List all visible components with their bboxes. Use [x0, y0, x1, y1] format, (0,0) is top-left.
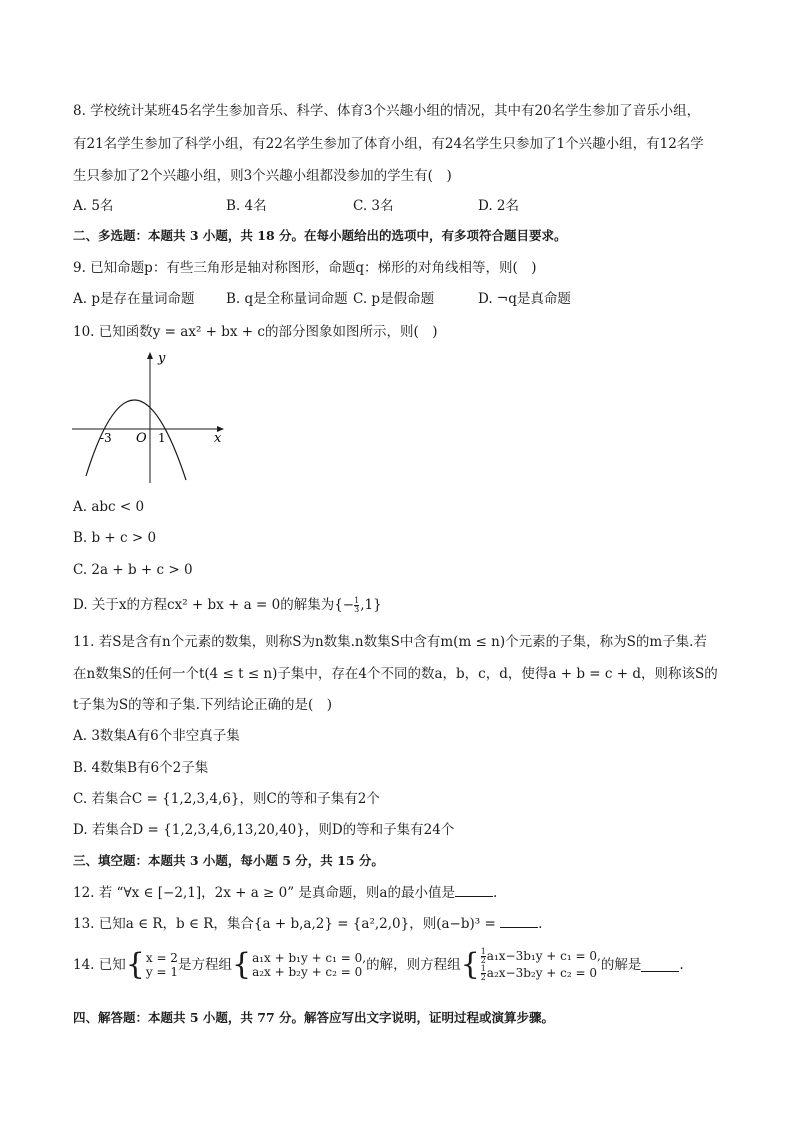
- q11-line-2: 在n数集S的任何一个t(4 ≤ t ≤ n)子集中，存在4个不同的数a，b，c，d，使得a + b = c + d，则称该S的: [73, 666, 718, 682]
- q11-option-d[interactable]: D. 若集合D = {1,2,3,4,6,13,20,40}，则D的等和子集有24个: [73, 822, 455, 838]
- q14-eq4-row: [481, 965, 601, 982]
- q14-system-1: [231, 947, 367, 982]
- q11-line-3: t子集为S的等和子集.下列结论正确的是( ): [73, 697, 332, 713]
- root-neg3-label: -3: [100, 431, 112, 445]
- q10-option-a[interactable]: A. abc < 0: [73, 499, 145, 515]
- section-3-heading: 三、填空题：本题共 3 小题，每小题 5 分，共 15 分。: [73, 853, 384, 868]
- q14-post: 的解是: [600, 957, 642, 973]
- fraction-denominator: 2: [480, 956, 486, 965]
- q14-mid1: 是方程组: [177, 957, 232, 973]
- section-2-heading: 二、多选题：本题共 3 小题，共 18 分。在每小题给出的选项中，有多项符合题目要求。: [73, 228, 567, 243]
- q8-option-c[interactable]: C. 3名: [353, 198, 394, 214]
- y-axis-arrow: [147, 352, 153, 359]
- q14-sol-x: x = 2: [145, 951, 178, 965]
- q10-option-d-post: ,1}: [360, 597, 382, 613]
- q14-eq3: a₁x−3b₁y + c₁ = 0,: [486, 949, 601, 963]
- q14: [73, 948, 684, 982]
- q12-answer-blank[interactable]: [455, 884, 493, 897]
- fraction-denominator: 2: [480, 973, 486, 982]
- q14-end: .: [679, 957, 684, 973]
- q8-line-1: 8. 学校统计某班45名学生参加音乐、科学、体育3个兴趣小组的情况，其中有20名学生参加了音乐小组，: [73, 103, 701, 119]
- q14-eq2: a₂x + b₂y + c₂ = 0: [252, 965, 363, 979]
- section-4-heading: 四、解答题：本题共 5 小题，共 77 分。解答应写出文字说明，证明过程或演算步骤。: [73, 1010, 555, 1025]
- fraction-numerator: 1: [480, 964, 486, 973]
- fraction-denominator: 3: [354, 605, 360, 614]
- fraction-numerator: 1: [480, 947, 486, 956]
- x-axis-label: x: [214, 431, 222, 446]
- q13-text: 13. 已知a ∈ R，b ∈ R，集合{a + b,a,2} = {a²,2,0}，则(a−b)³ =: [73, 916, 501, 932]
- q10-option-b[interactable]: B. b + c > 0: [73, 530, 157, 546]
- q14-fraction-1: [481, 948, 486, 965]
- q9-option-d[interactable]: D. ¬q是真命题: [478, 291, 571, 307]
- q10-option-c[interactable]: C. 2a + b + c > 0: [73, 562, 193, 578]
- q8-options: [73, 196, 733, 216]
- q11-option-a[interactable]: A. 3数集A有6个非空真子集: [73, 728, 240, 744]
- q9-stem: 9. 已知命题p：有些三角形是轴对称图形，命题q：梯形的对角线相等，则( ): [73, 260, 537, 276]
- q9-option-b[interactable]: B. q是全称量词命题: [226, 291, 348, 307]
- brace: {: [460, 947, 480, 982]
- q11-option-c[interactable]: C. 若集合C = {1,2,3,4,6}，则C的等和子集有2个: [73, 791, 380, 807]
- q10-option-d-fraction: [354, 597, 359, 614]
- q10-option-d[interactable]: [73, 595, 382, 615]
- q9-option-a[interactable]: A. p是存在量词命题: [73, 291, 195, 307]
- q8-option-d[interactable]: D. 2名: [478, 198, 520, 214]
- q14-eq4: a₂x−3b₂y + c₂ = 0: [486, 966, 598, 980]
- q8-option-a[interactable]: A. 5名: [73, 198, 114, 214]
- q8-line-2: 有21名学生参加了科学小组，有22名学生参加了体育小组，有24名学生只参加了1个兴趣小组，有12名学: [73, 136, 704, 152]
- q13: [73, 914, 542, 934]
- q14-solution-system: [125, 947, 178, 982]
- q8-line-3: 生只参加了2个兴趣小组，则3个兴趣小组都没参加的学生有( ): [73, 168, 452, 184]
- q9-options: [73, 289, 733, 309]
- fraction-numerator: 1: [354, 596, 360, 605]
- q14-eq1: a₁x + b₁y + c₁ = 0,: [252, 951, 367, 965]
- brace: {: [125, 947, 145, 982]
- q12-end: .: [492, 885, 498, 901]
- q12: [73, 883, 497, 903]
- brace: {: [231, 947, 252, 982]
- q14-eq3-row: [481, 948, 601, 965]
- q11-option-b[interactable]: B. 4数集B有6个2子集: [73, 760, 209, 776]
- parabola-graph: [70, 348, 240, 486]
- q13-answer-blank[interactable]: [500, 915, 538, 928]
- root-one-label: 1: [158, 431, 166, 445]
- y-axis-label: y: [158, 351, 166, 366]
- q11-line-1: 11. 若S是含有n个元素的数集，则称S为n数集.n数集S中含有m(m ≤ n)个元素的子集，称为S的m子集.若: [73, 634, 707, 650]
- origin-label: O: [136, 431, 147, 446]
- q14-mid2: 的解，则方程组: [366, 957, 461, 973]
- q14-pre: 14. 已知: [73, 957, 126, 973]
- q14-system-2: [461, 948, 601, 982]
- q14-fraction-2: [481, 965, 486, 982]
- q13-end: .: [538, 916, 543, 932]
- q14-sol-y: y = 1: [145, 965, 178, 979]
- q10-stem: 10. 已知函数y = ax² + bx + c的部分图象如图所示，则( ): [73, 324, 438, 340]
- q12-text: 12. 若 “∀x ∈ [−2,1]，2x + a ≥ 0” 是真命题，则a的最小值是: [73, 885, 455, 901]
- q10-option-d-pre: D. 关于x的方程cx² + bx + a = 0的解集为{−: [73, 597, 355, 613]
- q14-answer-blank[interactable]: [641, 959, 679, 972]
- q9-option-c[interactable]: C. p是假命题: [353, 291, 435, 307]
- q8-option-b[interactable]: B. 4名: [226, 198, 267, 214]
